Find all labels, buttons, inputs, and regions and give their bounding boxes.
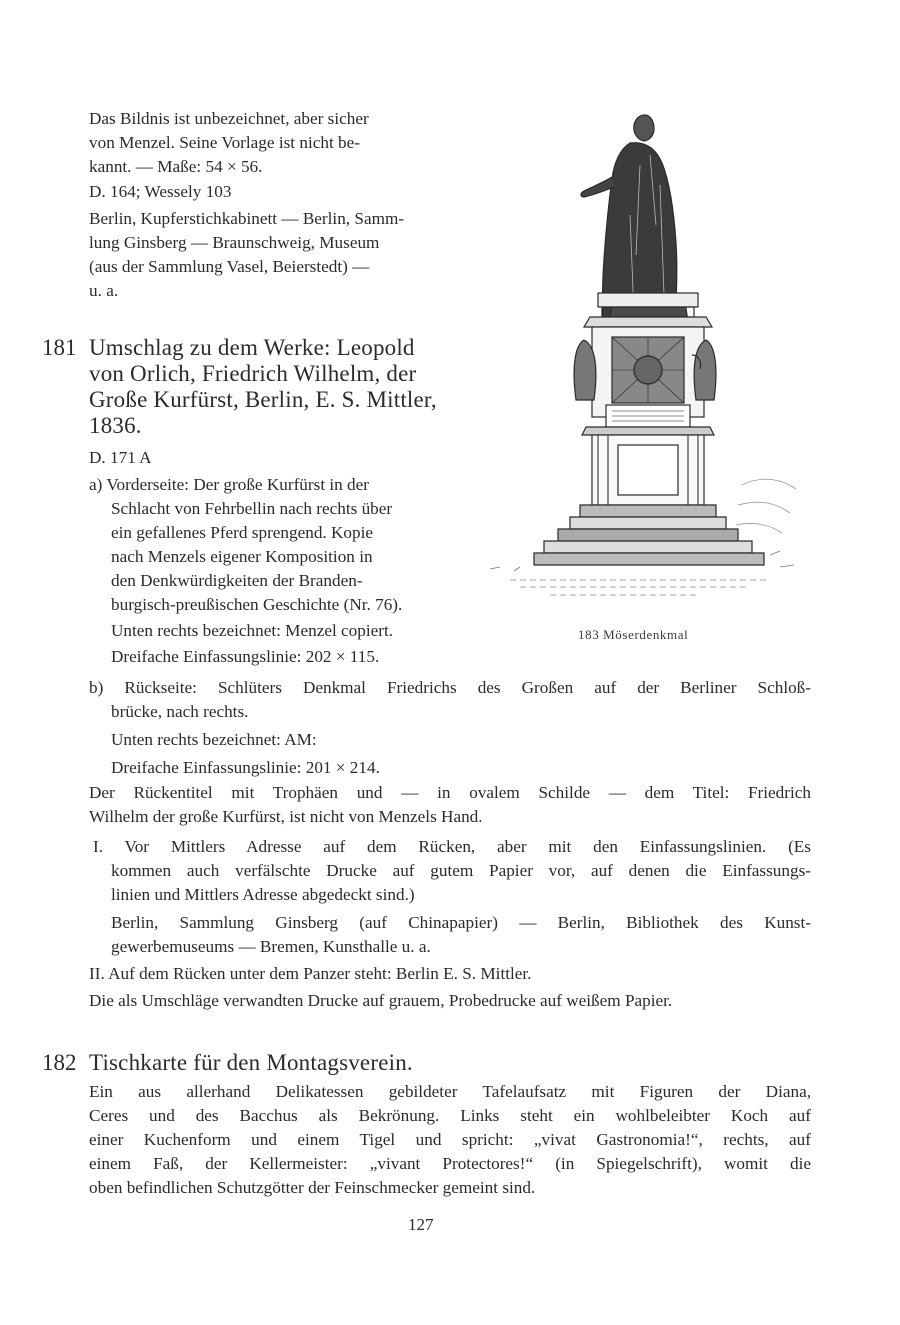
description-line: burgisch-preußischen Geschichte (Nr. 76).: [111, 595, 403, 614]
holding-line: gewerbemuseums — Bremen, Kunsthalle u. a.: [111, 937, 431, 956]
note-line: Der Rückentitel mit Trophäen und — in ovalem Schilde — dem Titel: Friedrich: [89, 783, 811, 802]
state-line: I. Vor Mittlers Adresse auf dem Rücken, aber mit den Einfassungslinien. (Es: [93, 837, 811, 856]
ground-hatching: [510, 580, 770, 595]
intro-holdings: [89, 207, 464, 303]
entry-title: Tischkarte für den Montagsverein.: [89, 1050, 413, 1075]
description-line: nach Menzels eigener Komposition in: [111, 547, 373, 566]
state-line: linien und Mittlers Adresse abgedeckt sind.): [111, 885, 415, 904]
entry-body: [89, 1080, 811, 1200]
moeser-monument-illustration: [480, 105, 800, 620]
spine-title-note: [89, 781, 811, 829]
description-line: Schlacht von Fehrbellin nach rechts über: [111, 499, 393, 518]
holding-line: u. a.: [89, 281, 119, 300]
description-line: brücke, nach rechts.: [111, 702, 249, 721]
description-line: a) Vorderseite: Der große Kurfürst in der: [89, 475, 369, 494]
signature-note: Unten rechts bezeichnet: Menzel copiert.: [111, 621, 394, 640]
statue-plinth: [598, 293, 698, 307]
state-line: kommen auch verfälschte Drucke auf gutem Papier vor, auf denen die Einfassungs-: [111, 861, 811, 880]
entry-title: [89, 335, 464, 439]
title-line: Umschlag zu dem Werke: Leopold: [89, 335, 415, 360]
holding-line: lung Ginsberg — Braunschweig, Museum: [89, 233, 380, 252]
frame-note: Dreifache Einfassungslinie: 202 × 115.: [111, 647, 380, 666]
holding-line: Berlin, Sammlung Ginsberg (auf Chinapapier) — Berlin, Bibliothek des Kunst-: [111, 913, 811, 932]
intro-text: [89, 107, 464, 179]
holding-line: (aus der Sammlung Vasel, Beierstedt) —: [89, 257, 370, 276]
signature-note: Unten rechts bezeichnet: AM:: [111, 730, 317, 749]
entry-number: 181: [42, 335, 77, 360]
right-allegorical-figure: [694, 340, 716, 400]
back-side-description: [89, 676, 811, 780]
state-two: II. Auf dem Rücken unter dem Panzer steht: Berlin E. S. Mittler.: [89, 964, 532, 983]
description-line: b) Rückseite: Schlüters Denkmal Friedrichs des Großen auf der Berliner Schloß-: [89, 678, 811, 697]
body-line: einem Faß, der Kellermeister: „vivant Protectores!“ (in Spiegelschrift), womit die: [89, 1154, 811, 1173]
intro-line: Das Bildnis ist unbezeichnet, aber sicher: [89, 109, 369, 128]
description-line: den Denkwürdigkeiten der Branden-: [111, 571, 363, 590]
left-allegorical-figure: [574, 340, 596, 400]
note-line: Wilhelm der große Kurfürst, ist nicht von Menzels Hand.: [89, 807, 483, 826]
title-line: Große Kurfürst, Berlin, E. S. Mittler,: [89, 387, 437, 412]
description-line: ein gefallenes Pferd sprengend. Kopie: [111, 523, 374, 542]
body-line: oben befindlichen Schutzgötter der Feinschmecker gemeint sind.: [89, 1178, 536, 1197]
intro-line: kannt. — Maße: 54 × 56.: [89, 157, 263, 176]
title-line: 1836.: [89, 413, 142, 438]
intro-reference: D. 164; Wessely 103: [89, 182, 232, 201]
front-side-description: [89, 473, 464, 669]
statue-figure: [634, 115, 654, 141]
intro-line: von Menzel. Seine Vorlage ist nicht be-: [89, 133, 360, 152]
figure-caption: 183 Möserdenkmal: [578, 627, 689, 642]
title-line: von Orlich, Friedrich Wilhelm, der: [89, 361, 417, 386]
state-one: [93, 835, 811, 959]
holding-line: Berlin, Kupferstichkabinett — Berlin, Samm-: [89, 209, 405, 228]
page-number: 127: [408, 1215, 434, 1234]
base-steps: [580, 505, 716, 517]
covers-note: Die als Umschläge verwandten Drucke auf grauem, Probedrucke auf weißem Papier.: [89, 991, 673, 1010]
body-line: Ein aus allerhand Delikatessen gebildeter Tafelaufsatz mit Figuren der Diana,: [89, 1082, 811, 1101]
frame-note: Dreifache Einfassungslinie: 201 × 214.: [111, 758, 380, 777]
entry-reference: D. 171 A: [89, 448, 152, 467]
body-line: Ceres und des Bacchus als Bekrönung. Links steht ein wohlbeleibter Koch auf: [89, 1106, 811, 1125]
entry-number: 182: [42, 1050, 77, 1075]
body-line: einer Kuchenform und einem Tigel und spricht: „vivat Gastronomia!“, rechts, auf: [89, 1130, 811, 1149]
